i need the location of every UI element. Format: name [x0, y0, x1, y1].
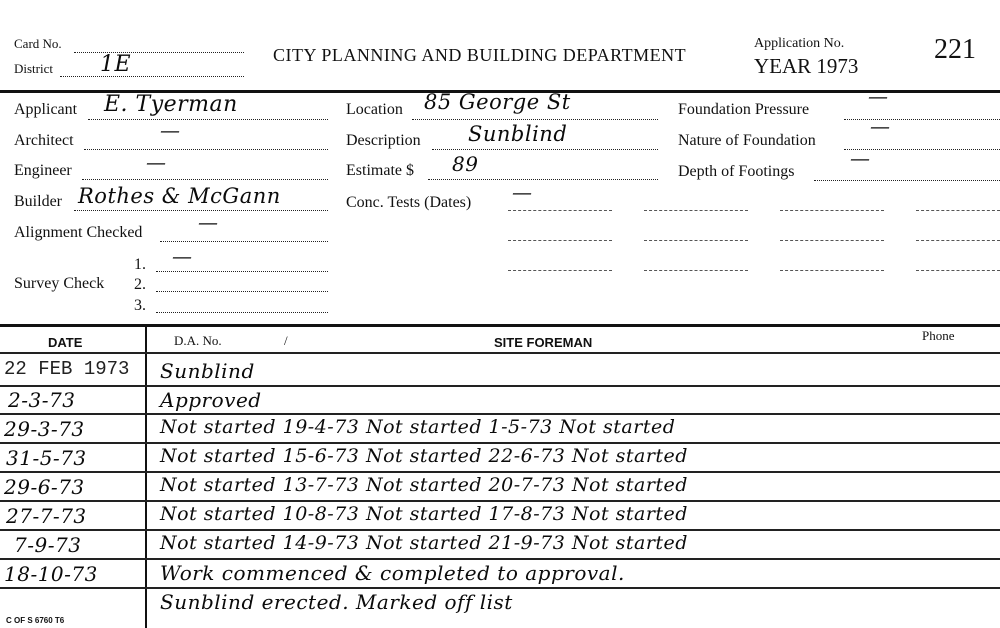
estimate-value: 89 [452, 152, 479, 176]
table-row-text: Not started 13-7-73 Not started 20-7-73 Not started [160, 474, 688, 496]
district-value: 1E [100, 52, 132, 77]
survey-1-line [156, 271, 328, 272]
table-row-date: 7-9-73 [14, 533, 82, 557]
architect-line [84, 149, 328, 150]
architect-value: — [160, 118, 181, 142]
application-number: 221 [934, 34, 976, 65]
district-line [60, 76, 244, 77]
col-da-header: D.A. No. [174, 333, 222, 348]
table-row-text: Not started 10-8-73 Not started 17-8-73 Not started [160, 503, 688, 525]
table-row-text: Work commenced & completed to approval. [160, 561, 625, 585]
description-line [432, 149, 658, 150]
date-column-divider [145, 324, 147, 628]
nature-foundation-label: Nature of Foundation [678, 132, 816, 149]
table-row-text: Sunblind erected. Marked off list [160, 590, 513, 614]
col-slash: / [284, 333, 288, 348]
conc-test-line [508, 210, 612, 211]
form-code: C OF S 6760 T6 [6, 616, 65, 625]
application-no-label: Application No. [754, 36, 845, 51]
survey-3-line [156, 312, 328, 313]
survey-1-label: 1. [134, 256, 146, 273]
alignment-line [160, 241, 328, 242]
alignment-label: Alignment Checked [14, 224, 143, 241]
engineer-label: Engineer [14, 162, 72, 179]
table-row-date: 18-10-73 [4, 562, 98, 586]
survey-check-label: Survey Check [14, 275, 105, 292]
row-line [0, 352, 1000, 354]
table-row-text: Not started 14-9-73 Not started 21-9-73 Not started [160, 532, 688, 554]
depth-footings-value: — [850, 146, 871, 170]
conc-test-line [508, 240, 612, 241]
col-phone-header: Phone [922, 328, 955, 343]
table-row-text: Approved [160, 388, 262, 412]
depth-footings-line [814, 180, 1000, 181]
conc-test-line [916, 270, 1000, 271]
conc-test-line [780, 240, 884, 241]
conc-test-line [644, 270, 748, 271]
conc-test-line [916, 210, 1000, 211]
department-title: CITY PLANNING AND BUILDING DEPARTMENT [273, 45, 687, 65]
survey-3-label: 3. [134, 297, 146, 314]
survey-2-line [156, 291, 328, 292]
conc-test-line [644, 240, 748, 241]
row-line [0, 529, 1000, 531]
table-top-border [0, 324, 1000, 327]
card-no-label: Card No. [14, 36, 62, 51]
table-row-date: 22 FEB 1973 [4, 358, 130, 380]
district-label: District [14, 61, 53, 76]
table-row-date: 29-6-73 [4, 475, 85, 499]
table-row-text: Not started 19-4-73 Not started 1-5-73 Not started [160, 416, 676, 438]
conc-tests-label: Conc. Tests (Dates) [346, 194, 472, 211]
col-date-header: DATE [48, 335, 83, 350]
table-row-date: 27-7-73 [6, 504, 87, 528]
applicant-line [88, 119, 328, 120]
description-label: Description [346, 132, 421, 149]
conc-test-line [780, 210, 884, 211]
location-value: 85 George St [424, 90, 571, 114]
location-line [412, 119, 658, 120]
conc-test-line [916, 240, 1000, 241]
col-foreman-header: SITE FOREMAN [494, 335, 593, 350]
row-line [0, 500, 1000, 502]
alignment-value: — [198, 210, 219, 234]
description-value: Sunblind [468, 122, 568, 146]
engineer-line [82, 179, 328, 180]
engineer-value: — [146, 150, 167, 174]
applicant-label: Applicant [14, 101, 78, 118]
table-row-text: Not started 15-6-73 Not started 22-6-73 Not started [160, 445, 688, 467]
conc-tests-value: — [512, 180, 533, 204]
survey-1-value: — [172, 244, 193, 268]
conc-test-line [644, 210, 748, 211]
location-label: Location [346, 101, 403, 118]
row-line [0, 385, 1000, 387]
conc-test-line [508, 270, 612, 271]
estimate-line [428, 179, 658, 180]
table-row-text: Sunblind [160, 359, 255, 383]
depth-footings-label: Depth of Footings [678, 163, 795, 180]
estimate-label: Estimate $ [346, 162, 414, 179]
row-line [0, 413, 1000, 415]
conc-test-line [780, 270, 884, 271]
row-line [0, 471, 1000, 473]
builder-label: Builder [14, 193, 62, 210]
survey-2-label: 2. [134, 276, 146, 293]
table-row-date: 2-3-73 [8, 388, 76, 412]
row-line [0, 442, 1000, 444]
foundation-pressure-line [844, 119, 1000, 120]
row-line [0, 587, 1000, 589]
row-line [0, 558, 1000, 560]
foundation-pressure-label: Foundation Pressure [678, 101, 810, 118]
table-row-date: 31-5-73 [6, 446, 87, 470]
builder-value: Rothes & McGann [78, 184, 281, 208]
architect-label: Architect [14, 132, 74, 149]
nature-foundation-value: — [870, 114, 891, 138]
year-label: YEAR 1973 [754, 54, 859, 78]
foundation-pressure-value: — [868, 84, 889, 108]
applicant-value: E. Tyerman [104, 92, 238, 117]
table-row-date: 29-3-73 [4, 417, 85, 441]
